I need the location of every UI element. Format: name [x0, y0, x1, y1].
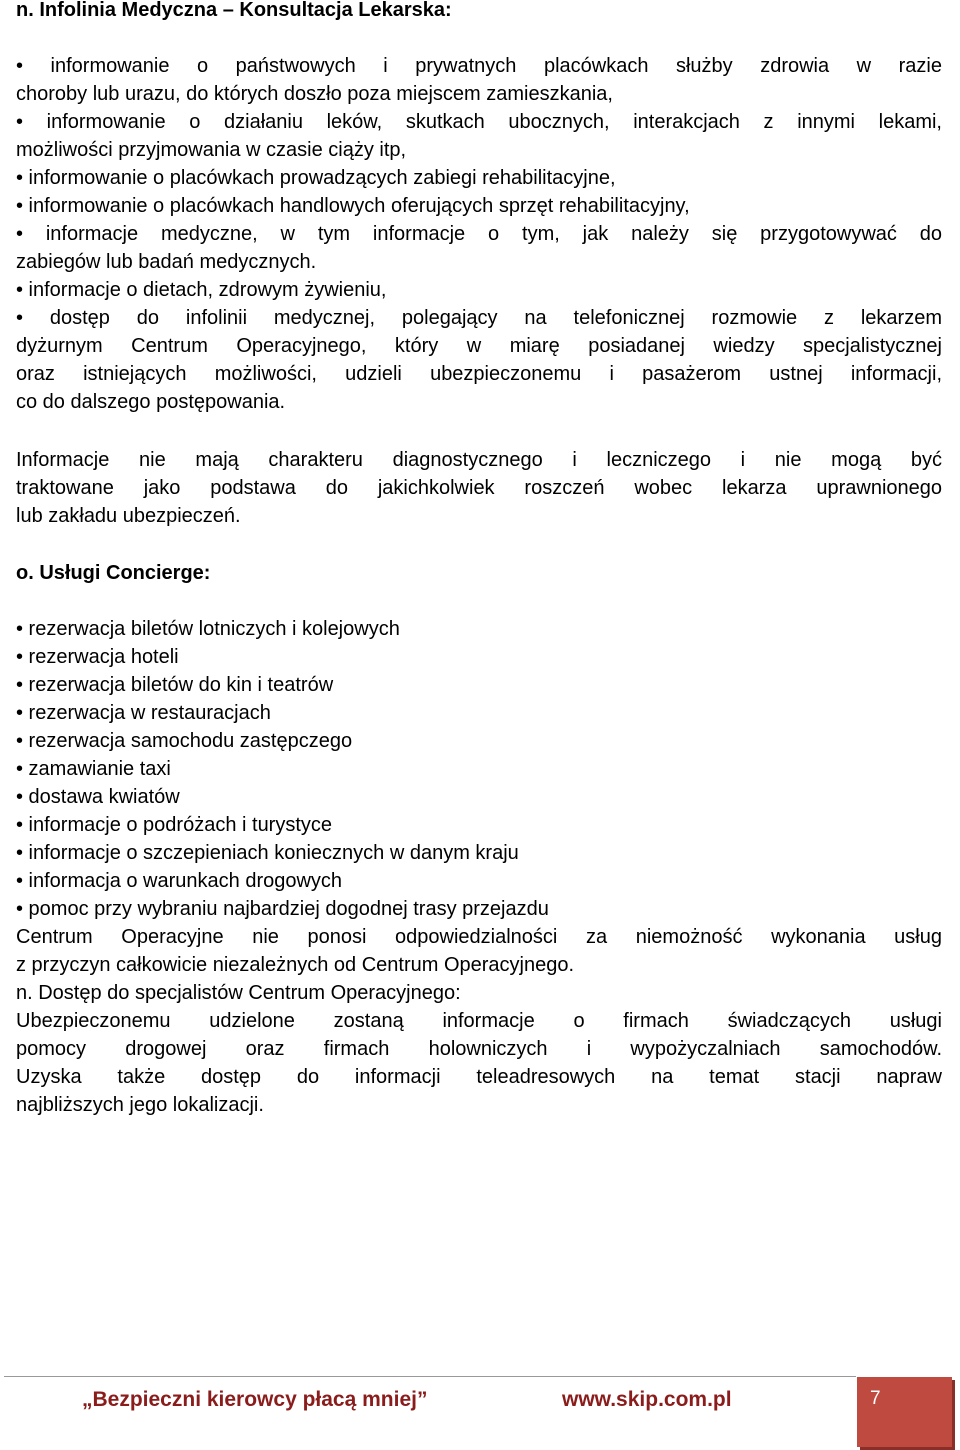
- note-paragraph-line: Informacje nie mają charakteru diagnostycznego i leczniczego i nie mogą być: [16, 449, 942, 471]
- list-item: • informacja o warunkach drogowych: [16, 870, 343, 892]
- list-item: • informacje medyczne, w tym informacje o tym, jak należy się przygotowywać do: [16, 223, 942, 245]
- section-heading-medical-helpline: n. Infolinia Medyczna – Konsultacja Lekarska:: [16, 0, 452, 21]
- list-item: • informacje o dietach, zdrowym żywieniu,: [16, 279, 387, 301]
- paragraph-line: najbliższych jego lokalizacji.: [16, 1094, 264, 1116]
- list-item: • rezerwacja samochodu zastępczego: [16, 730, 353, 752]
- list-item: • rezerwacja hoteli: [16, 646, 179, 668]
- note-paragraph-line: lub zakładu ubezpieczeń.: [16, 505, 241, 527]
- list-item: • informowanie o państwowych i prywatnych placówkach służby zdrowia w razie: [16, 55, 942, 77]
- paragraph-line: Ubezpieczonemu udzielone zostaną informacje o firmach świadczących usługi: [16, 1010, 942, 1032]
- paragraph-line: Uzyska także dostęp do informacji teleadresowych na temat stacji napraw: [16, 1066, 942, 1088]
- list-item: • rezerwacja biletów do kin i teatrów: [16, 674, 334, 696]
- list-item: • informowanie o placówkach prowadzących zabiegi rehabilitacyjne,: [16, 167, 616, 189]
- list-item: • rezerwacja w restauracjach: [16, 702, 271, 724]
- list-item-continuation: dyżurnym Centrum Operacyjnego, który w miarę posiadanej wiedzy specjalistycznej: [16, 335, 942, 357]
- list-item: • dostawa kwiatów: [16, 786, 180, 808]
- list-item: • informacje o szczepieniach koniecznych w danym kraju: [16, 842, 519, 864]
- footer-website-link[interactable]: www.skip.com.pl: [562, 1388, 732, 1411]
- section-heading-specialists: n. Dostęp do specjalistów Centrum Operacyjnego:: [16, 982, 461, 1004]
- footer-slogan: „Bezpieczni kierowcy płacą mniej”: [82, 1388, 428, 1411]
- list-item: • dostęp do infolinii medycznej, polegający na telefonicznej rozmowie z lekarzem: [16, 307, 942, 329]
- footer-divider: [4, 1376, 856, 1377]
- list-item: • informowanie o działaniu leków, skutkach ubocznych, interakcjach z innymi lekami,: [16, 111, 942, 133]
- list-item-continuation: choroby lub urazu, do których doszło poza miejscem zamieszkania,: [16, 83, 613, 105]
- list-item: • informowanie o placówkach handlowych oferujących sprzęt rehabilitacyjny,: [16, 195, 690, 217]
- paragraph-line: pomocy drogowej oraz firmach holowniczych i wypożyczalniach samochodów.: [16, 1038, 942, 1060]
- disclaimer-line: z przyczyn całkowicie niezależnych od Centrum Operacyjnego.: [16, 954, 575, 976]
- list-item: • pomoc przy wybraniu najbardziej dogodnej trasy przejazdu: [16, 898, 549, 920]
- list-item: • informacje o podróżach i turystyce: [16, 814, 333, 836]
- section-heading-concierge: o. Usługi Concierge:: [16, 562, 211, 584]
- note-paragraph-line: traktowane jako podstawa do jakichkolwiek roszczeń wobec lekarza uprawnionego: [16, 477, 942, 499]
- disclaimer-line: Centrum Operacyjne nie ponosi odpowiedzialności za niemożność wykonania usług: [16, 926, 942, 948]
- list-item-continuation: zabiegów lub badań medycznych.: [16, 251, 317, 273]
- page-number: 7: [870, 1388, 881, 1409]
- list-item: • zamawianie taxi: [16, 758, 171, 780]
- list-item-continuation: co do dalszego postępowania.: [16, 391, 286, 413]
- list-item: • rezerwacja biletów lotniczych i kolejowych: [16, 618, 400, 640]
- list-item-continuation: oraz istniejących możliwości, udzieli ubezpieczonemu i pasażerom ustnej informacji,: [16, 363, 942, 385]
- list-item-continuation: możliwości przyjmowania w czasie ciąży itp,: [16, 139, 407, 161]
